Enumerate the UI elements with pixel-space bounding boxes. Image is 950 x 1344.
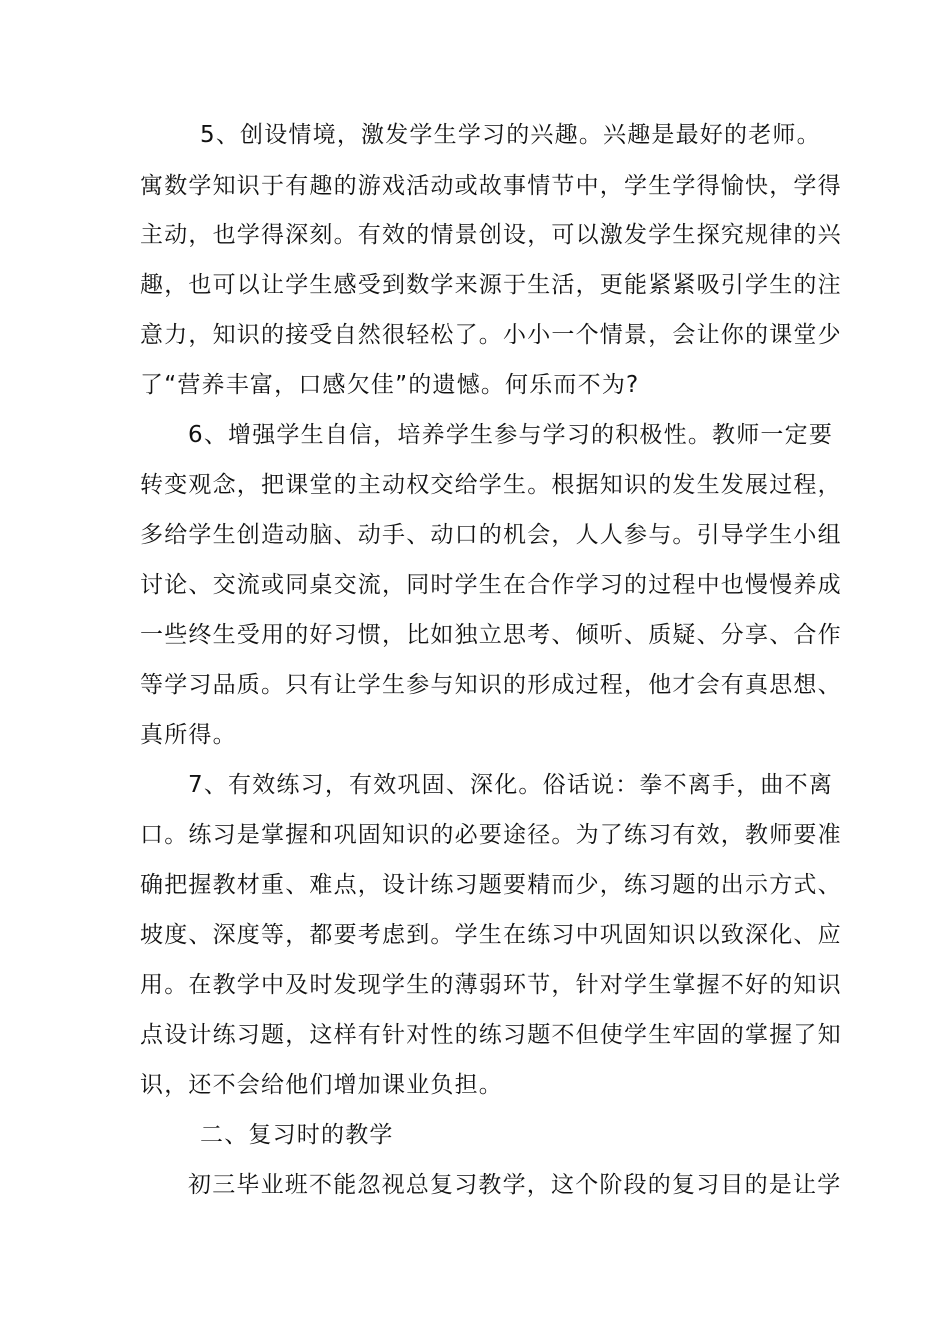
- paragraph-6-heading-line: 6、增强学生自信，培养学生参与学习的积极性。教师一定要: [188, 422, 834, 448]
- text-line: 意力，知识的接受自然很轻松了。小小一个情景，会让你的课堂少: [140, 322, 842, 348]
- text-line: 初三毕业班不能忽视总复习教学，这个阶段的复习目的是让学: [188, 1172, 842, 1198]
- text-line: 点设计练习题，这样有针对性的练习题不但使学生牢固的掌握了知: [140, 1022, 842, 1048]
- text-line: 识，还不会给他们增加课业负担。: [140, 1072, 503, 1098]
- paragraph-5-heading-line: 5、创设情境，激发学生学习的兴趣。兴趣是最好的老师。: [200, 122, 821, 148]
- text-line: 讨论、交流或同桌交流，同时学生在合作学习的过程中也慢慢养成: [140, 572, 842, 598]
- text-line: 真所得。: [140, 722, 237, 748]
- text-line: 等学习品质。只有让学生参与知识的形成过程，他才会有真思想、: [140, 672, 842, 698]
- text-line: 转变观念，把课堂的主动权交给学生。根据知识的发生发展过程，: [140, 472, 842, 498]
- text-line: 一些终生受用的好习惯，比如独立思考、倾听、质疑、分享、合作: [140, 622, 842, 648]
- text-line: 趣，也可以让学生感受到数学来源于生活，更能紧紧吸引学生的注: [140, 272, 842, 298]
- text-line: 了“营养丰富，口感欠佳”的遗憾。何乐而不为?: [140, 372, 640, 398]
- section-heading: 二、复习时的教学: [200, 1122, 394, 1148]
- text-line: 多给学生创造动脑、动手、动口的机会，人人参与。引导学生小组: [140, 522, 842, 548]
- text-line: 坡度、深度等，都要考虑到。学生在练习中巩固知识以致深化、应: [140, 922, 842, 948]
- text-line: 用。在教学中及时发现学生的薄弱环节，针对学生掌握不好的知识: [140, 972, 842, 998]
- text-line: 主动，也学得深刻。有效的情景创设，可以激发学生探究规律的兴: [140, 222, 842, 248]
- text-line: 寓数学知识于有趣的游戏活动或故事情节中，学生学得愉快，学得: [140, 173, 842, 199]
- text-line: 确把握教材重、难点，设计练习题要精而少，练习题的出示方式、: [140, 872, 842, 898]
- paragraph-7-heading-line: 7、有效练习，有效巩固、深化。俗话说：拳不离手，曲不离: [188, 772, 834, 798]
- text-line: 口。练习是掌握和巩固知识的必要途径。为了练习有效，教师要准: [140, 822, 842, 848]
